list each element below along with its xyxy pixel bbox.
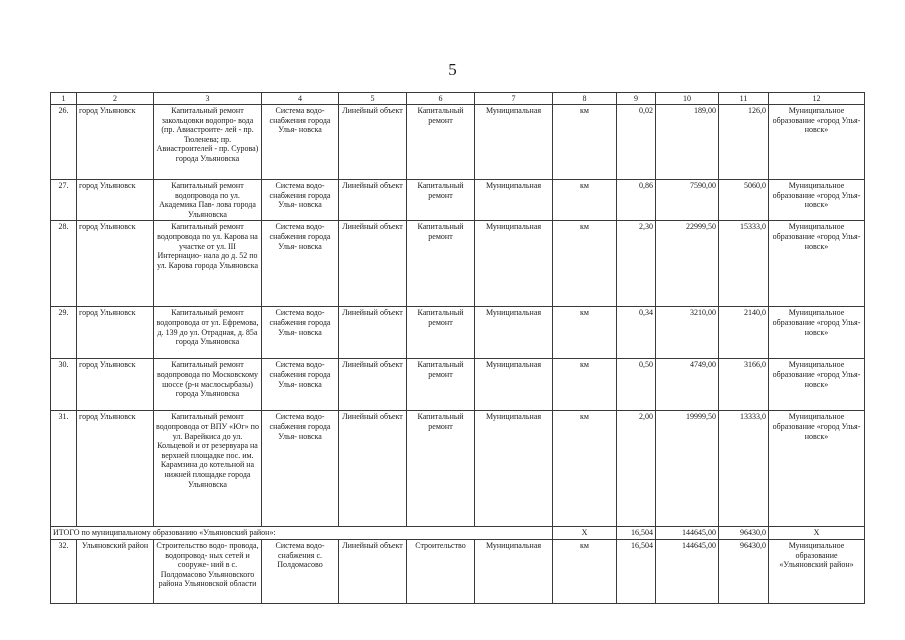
column-number: 10 xyxy=(656,93,719,105)
territory-cell: город Ульяновск xyxy=(77,359,154,411)
unit-cell: км xyxy=(553,105,617,180)
unit-cell: км xyxy=(553,411,617,527)
object-type-cell: Линейный объект xyxy=(339,359,407,411)
system-cell: Система водо- снабжения города Улья- новска xyxy=(262,105,339,180)
work-type-cell: Капитальный ремонт xyxy=(407,180,475,221)
length-cell: 2,00 xyxy=(617,411,656,527)
cost-part-cell: 3166,0 xyxy=(719,359,769,411)
cost-total-cell: 19999,50 xyxy=(656,411,719,527)
ownership-cell: Муниципальная xyxy=(475,307,553,359)
unit-cell: км xyxy=(553,539,617,603)
cost-part-cell: 15333,0 xyxy=(719,221,769,307)
total-label: ИТОГО по муниципальному образованию «Ульяновский район»: xyxy=(51,527,553,540)
object-type-cell: Линейный объект xyxy=(339,411,407,527)
work-type-cell: Капитальный ремонт xyxy=(407,307,475,359)
length-cell: 0,50 xyxy=(617,359,656,411)
length-cell: 0,34 xyxy=(617,307,656,359)
column-number: 9 xyxy=(617,93,656,105)
system-cell: Система водо- снабжения города Улья- новска xyxy=(262,221,339,307)
ownership-cell: Муниципальная xyxy=(475,359,553,411)
unit-cell: км xyxy=(553,307,617,359)
column-number: 4 xyxy=(262,93,339,105)
system-cell: Система водо- снабжения города Улья- новска xyxy=(262,180,339,221)
unit-cell: км xyxy=(553,359,617,411)
object-name-cell: Капитальный ремонт водопровода по Московскому шоссе (р-н маслосырбазы) города Ульяновска xyxy=(154,359,262,411)
executor-cell: Муниципальное образование «город Улья- новск» xyxy=(769,105,865,180)
row-number: 29. xyxy=(51,307,77,359)
total-unit: Х xyxy=(553,527,617,540)
ownership-cell: Муниципальная xyxy=(475,180,553,221)
page-number: 5 xyxy=(448,60,457,79)
work-type-cell: Капитальный ремонт xyxy=(407,105,475,180)
territory-cell: Ульяновский район xyxy=(77,539,154,603)
total-executor: Х xyxy=(769,527,865,540)
system-cell: Система водо- снабжения города Улья- новска xyxy=(262,411,339,527)
executor-cell: Муниципальное образование «город Улья- новск» xyxy=(769,221,865,307)
territory-cell: город Ульяновск xyxy=(77,307,154,359)
cost-total-cell: 189,00 xyxy=(656,105,719,180)
table-row xyxy=(51,539,865,603)
cost-total-cell: 22999,50 xyxy=(656,221,719,307)
territory-cell: город Ульяновск xyxy=(77,105,154,180)
table-row xyxy=(51,221,865,307)
object-type-cell: Линейный объект xyxy=(339,307,407,359)
length-cell: 2,30 xyxy=(617,221,656,307)
object-type-cell: Линейный объект xyxy=(339,221,407,307)
column-number: 11 xyxy=(719,93,769,105)
system-cell: Система водо- снабжения города Улья- новска xyxy=(262,307,339,359)
column-number: 7 xyxy=(475,93,553,105)
length-cell: 0,86 xyxy=(617,180,656,221)
work-type-cell: Капитальный ремонт xyxy=(407,221,475,307)
cost-total-cell: 3210,00 xyxy=(656,307,719,359)
ownership-cell: Муниципальная xyxy=(475,221,553,307)
ownership-cell: Муниципальная xyxy=(475,105,553,180)
row-number: 28. xyxy=(51,221,77,307)
total-row xyxy=(51,527,865,540)
cost-part-cell: 126,0 xyxy=(719,105,769,180)
row-number: 26. xyxy=(51,105,77,180)
object-name-cell: Капитальный ремонт водопровода от ул. Ефремова, д. 139 до ул. Отрадная, д. 85а города Ульяновска xyxy=(154,307,262,359)
row-number: 30. xyxy=(51,359,77,411)
executor-cell: Муниципальное образование «город Улья- новск» xyxy=(769,359,865,411)
table-row xyxy=(51,180,865,221)
length-cell: 0,02 xyxy=(617,105,656,180)
total-length: 16,504 xyxy=(617,527,656,540)
table-row xyxy=(51,105,865,180)
object-type-cell: Линейный объект xyxy=(339,539,407,603)
cost-total-cell: 144645,00 xyxy=(656,539,719,603)
ownership-cell: Муниципальная xyxy=(475,411,553,527)
object-type-cell: Линейный объект xyxy=(339,105,407,180)
column-number: 2 xyxy=(77,93,154,105)
program-table xyxy=(50,92,865,604)
executor-cell: Муниципальное образование «город Улья- новск» xyxy=(769,307,865,359)
column-number: 8 xyxy=(553,93,617,105)
table-row xyxy=(51,307,865,359)
executor-cell: Муниципальное образование «Ульяновский район» xyxy=(769,539,865,603)
executor-cell: Муниципальное образование «город Улья- новск» xyxy=(769,180,865,221)
cost-part-cell: 5060,0 xyxy=(719,180,769,221)
territory-cell: город Ульяновск xyxy=(77,180,154,221)
column-number-row xyxy=(51,93,865,105)
cost-part-cell: 2140,0 xyxy=(719,307,769,359)
column-number: 12 xyxy=(769,93,865,105)
executor-cell: Муниципальное образование «город Улья- новск» xyxy=(769,411,865,527)
row-number: 32. xyxy=(51,539,77,603)
ownership-cell: Муниципальная xyxy=(475,539,553,603)
column-number: 3 xyxy=(154,93,262,105)
cost-total-cell: 7590,00 xyxy=(656,180,719,221)
unit-cell: км xyxy=(553,221,617,307)
object-name-cell: Капитальный ремонт закольцовки водопро- вода (пр. Авиастроите- лей - пр. Тюленева; пр. Авиастроителей - пр. Сурова) города Ульяновска xyxy=(154,105,262,180)
column-number: 6 xyxy=(407,93,475,105)
table-row xyxy=(51,411,865,527)
length-cell: 16,504 xyxy=(617,539,656,603)
system-cell: Система водо- снабжения города Улья- новска xyxy=(262,359,339,411)
system-cell: Система водо- снабжения с. Полдомасово xyxy=(262,539,339,603)
territory-cell: город Ульяновск xyxy=(77,221,154,307)
total-cost-total: 144645,00 xyxy=(656,527,719,540)
row-number: 27. xyxy=(51,180,77,221)
object-name-cell: Капитальный ремонт водопровода от ВПУ «Юг» по ул. Варейкиса до ул. Кольцевой и от резервуара на верхней площадке пос. им. Карамзина до котельной на нижней площадке города Ульяновска xyxy=(154,411,262,527)
object-name-cell: Строительство водо- провода, водопровод- ных сетей и сооруже- ний в с. Полдомасово Ульяновского района Ульяновской области xyxy=(154,539,262,603)
work-type-cell: Капитальный ремонт xyxy=(407,359,475,411)
total-cost-part: 96430,0 xyxy=(719,527,769,540)
work-type-cell: Капитальный ремонт xyxy=(407,411,475,527)
object-name-cell: Капитальный ремонт водопровода по ул. Карова на участке от ул. III Интернацио- нала до д. 52 по ул. Карова города Ульяновска xyxy=(154,221,262,307)
unit-cell: км xyxy=(553,180,617,221)
cost-total-cell: 4749,00 xyxy=(656,359,719,411)
object-name-cell: Капитальный ремонт водопровода по ул. Академика Пав- лова города Ульяновска xyxy=(154,180,262,221)
cost-part-cell: 13333,0 xyxy=(719,411,769,527)
territory-cell: город Ульяновск xyxy=(77,411,154,527)
table-row xyxy=(51,359,865,411)
work-type-cell: Строительство xyxy=(407,539,475,603)
object-type-cell: Линейный объект xyxy=(339,180,407,221)
column-number: 5 xyxy=(339,93,407,105)
column-number: 1 xyxy=(51,93,77,105)
row-number: 31. xyxy=(51,411,77,527)
cost-part-cell: 96430,0 xyxy=(719,539,769,603)
